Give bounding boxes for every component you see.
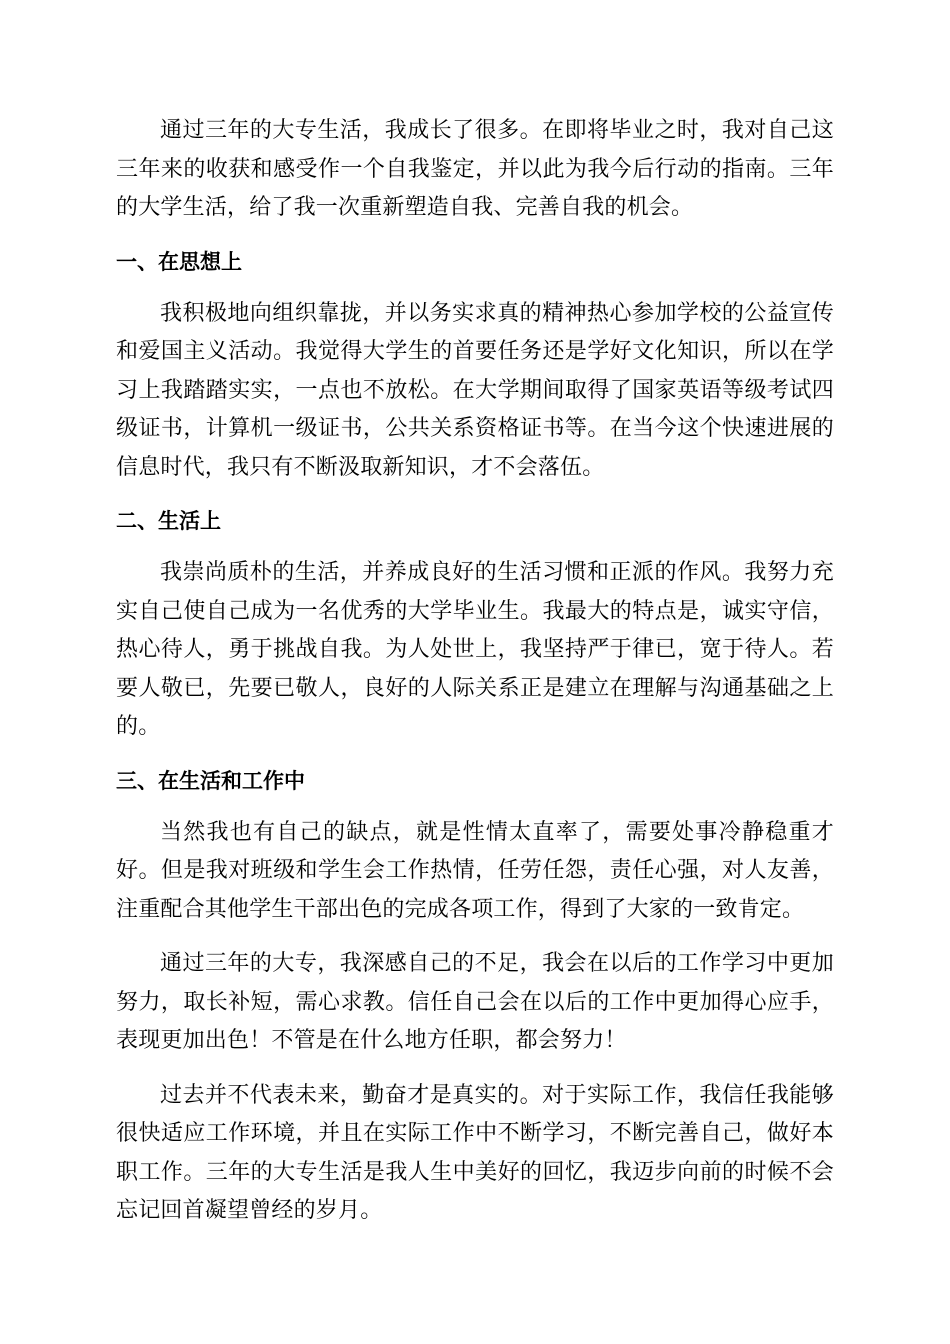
intro-paragraph: 通过三年的大专生活，我成长了很多。在即将毕业之时，我对自己这三年来的收获和感受作一个自我鉴定，并以此为我今后行动的指南。三年的大学生活，给了我一次重新塑造自我、完善自我的机会。	[116, 118, 834, 220]
section-heading-life: 二、生活上	[116, 509, 221, 533]
section-life-work-paragraph-3: 过去并不代表未来，勤奋才是真实的。对于实际工作，我信任我能够很快适应工作环境，并且在实际工作中不断学习，不断完善自己，做好本职工作。三年的大专生活是我人生中美好的回忆，我迈步向前的时候不会忘记回首凝望曾经的岁月。	[116, 1082, 834, 1223]
section-life-paragraph: 我崇尚质朴的生活，并养成良好的生活习惯和正派的作风。我努力充实自己使自己成为一名优秀的大学毕业生。我最大的特点是，诚实守信，热心待人，勇于挑战自我。为人处世上，我坚持严于律已，宽于待人。若要人敬已，先要已敬人，良好的人际关系正是建立在理解与沟通基础之上的。	[116, 560, 834, 739]
section-life-work-paragraph-2: 通过三年的大专，我深感自己的不足，我会在以后的工作学习中更加努力，取长补短，需心求教。信任自己会在以后的工作中更加得心应手，表现更加出色！不管是在什么地方任职，都会努力！	[116, 951, 834, 1053]
section-heading-thought: 一、在思想上	[116, 249, 242, 274]
section-life-work-paragraph-1: 当然我也有自己的缺点，就是性情太直率了，需要处事冷静稳重才好。但是我对班级和学生会工作热情，任劳任怨，责任心强，对人友善，注重配合其他学生干部出色的完成各项工作，得到了大家的一致肯定。	[116, 819, 834, 922]
section-thought-paragraph: 我积极地向组织靠拢，并以务实求真的精神热心参加学校的公益宣传和爱国主义活动。我觉得大学生的首要任务还是学好文化知识，所以在学习上我踏踏实实，一点也不放松。在大学期间取得了国家英语等级考试四级证书，计算机一级证书，公共关系资格证书等。在当今这个快速进展的信息时代，我只有不断汲取新知识，才不会落伍。	[116, 300, 834, 480]
document-page	[116, 112, 834, 1231]
section-heading-life-work: 三、在生活和工作中	[116, 768, 305, 793]
